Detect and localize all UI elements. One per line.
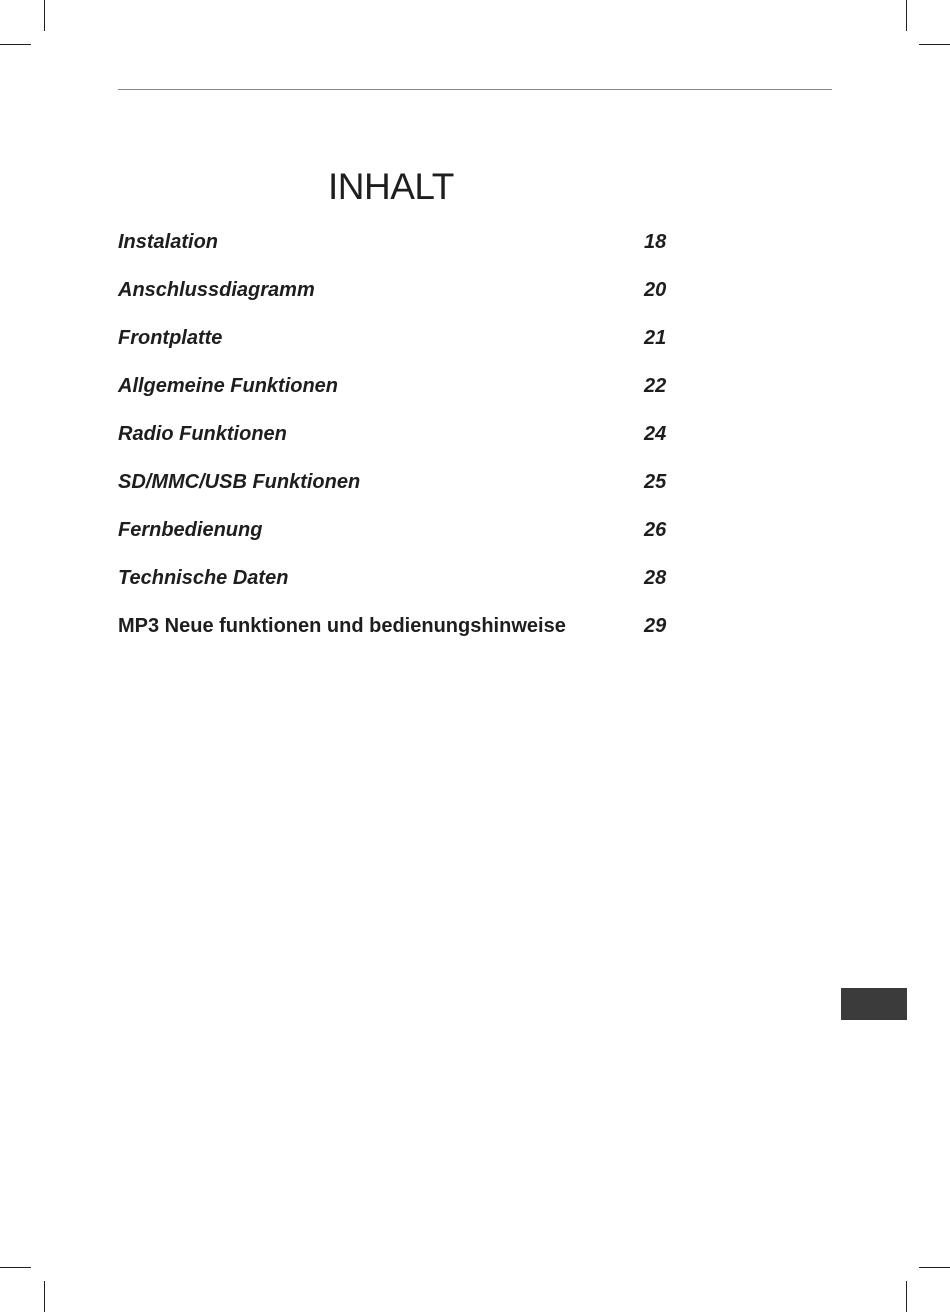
toc-entry-label: Allgemeine Funktionen <box>118 375 339 397</box>
language-tab-marker <box>841 988 907 1020</box>
toc-entry-label: Radio Funktionen <box>118 423 287 445</box>
crop-mark-bottom-left-horizontal <box>0 1267 31 1268</box>
toc-entry-label: Anschlussdiagramm <box>118 279 315 301</box>
crop-mark-bottom-right-vertical <box>906 1281 907 1312</box>
toc-entry[interactable] <box>118 228 678 276</box>
toc-entry-page-number: 29 <box>644 615 667 637</box>
toc-entry-page-number: 25 <box>644 471 667 493</box>
crop-mark-top-right-vertical <box>906 0 907 31</box>
crop-mark-bottom-left-vertical <box>44 1281 45 1312</box>
toc-entry-page-number: 22 <box>644 375 667 397</box>
toc-entry[interactable] <box>118 612 678 660</box>
toc-entry-page-number: 18 <box>644 231 667 253</box>
toc-entry[interactable] <box>118 324 678 372</box>
page-title: INHALT <box>328 165 454 207</box>
toc-entry-label: SD/MMC/USB Funktionen <box>118 471 361 493</box>
crop-mark-top-left-horizontal <box>0 44 31 45</box>
crop-mark-bottom-right-horizontal <box>919 1267 950 1268</box>
toc-entry-page-number: 28 <box>644 567 667 589</box>
header-rule <box>118 89 832 90</box>
toc-entry-page-number: 21 <box>644 327 667 349</box>
toc-entry-label: MP3 Neue funktionen und bedienungshinweise <box>118 615 566 637</box>
toc-entry[interactable] <box>118 516 678 564</box>
toc-entry-page-number: 24 <box>644 423 667 445</box>
crop-mark-top-right-horizontal <box>919 44 950 45</box>
toc-entry[interactable] <box>118 372 678 420</box>
toc-entry-label: Frontplatte <box>118 327 223 349</box>
table-of-contents <box>118 228 678 660</box>
crop-mark-top-left-vertical <box>44 0 45 31</box>
toc-entry-label: Instalation <box>118 231 219 253</box>
toc-entry-label: Fernbedienung <box>118 519 263 541</box>
toc-entry[interactable] <box>118 420 678 468</box>
toc-entry[interactable] <box>118 564 678 612</box>
toc-entry[interactable] <box>118 276 678 324</box>
toc-entry-page-number: 20 <box>644 279 667 301</box>
toc-entry-page-number: 26 <box>644 519 667 541</box>
toc-entry-label: Technische Daten <box>118 567 289 589</box>
toc-entry[interactable] <box>118 468 678 516</box>
